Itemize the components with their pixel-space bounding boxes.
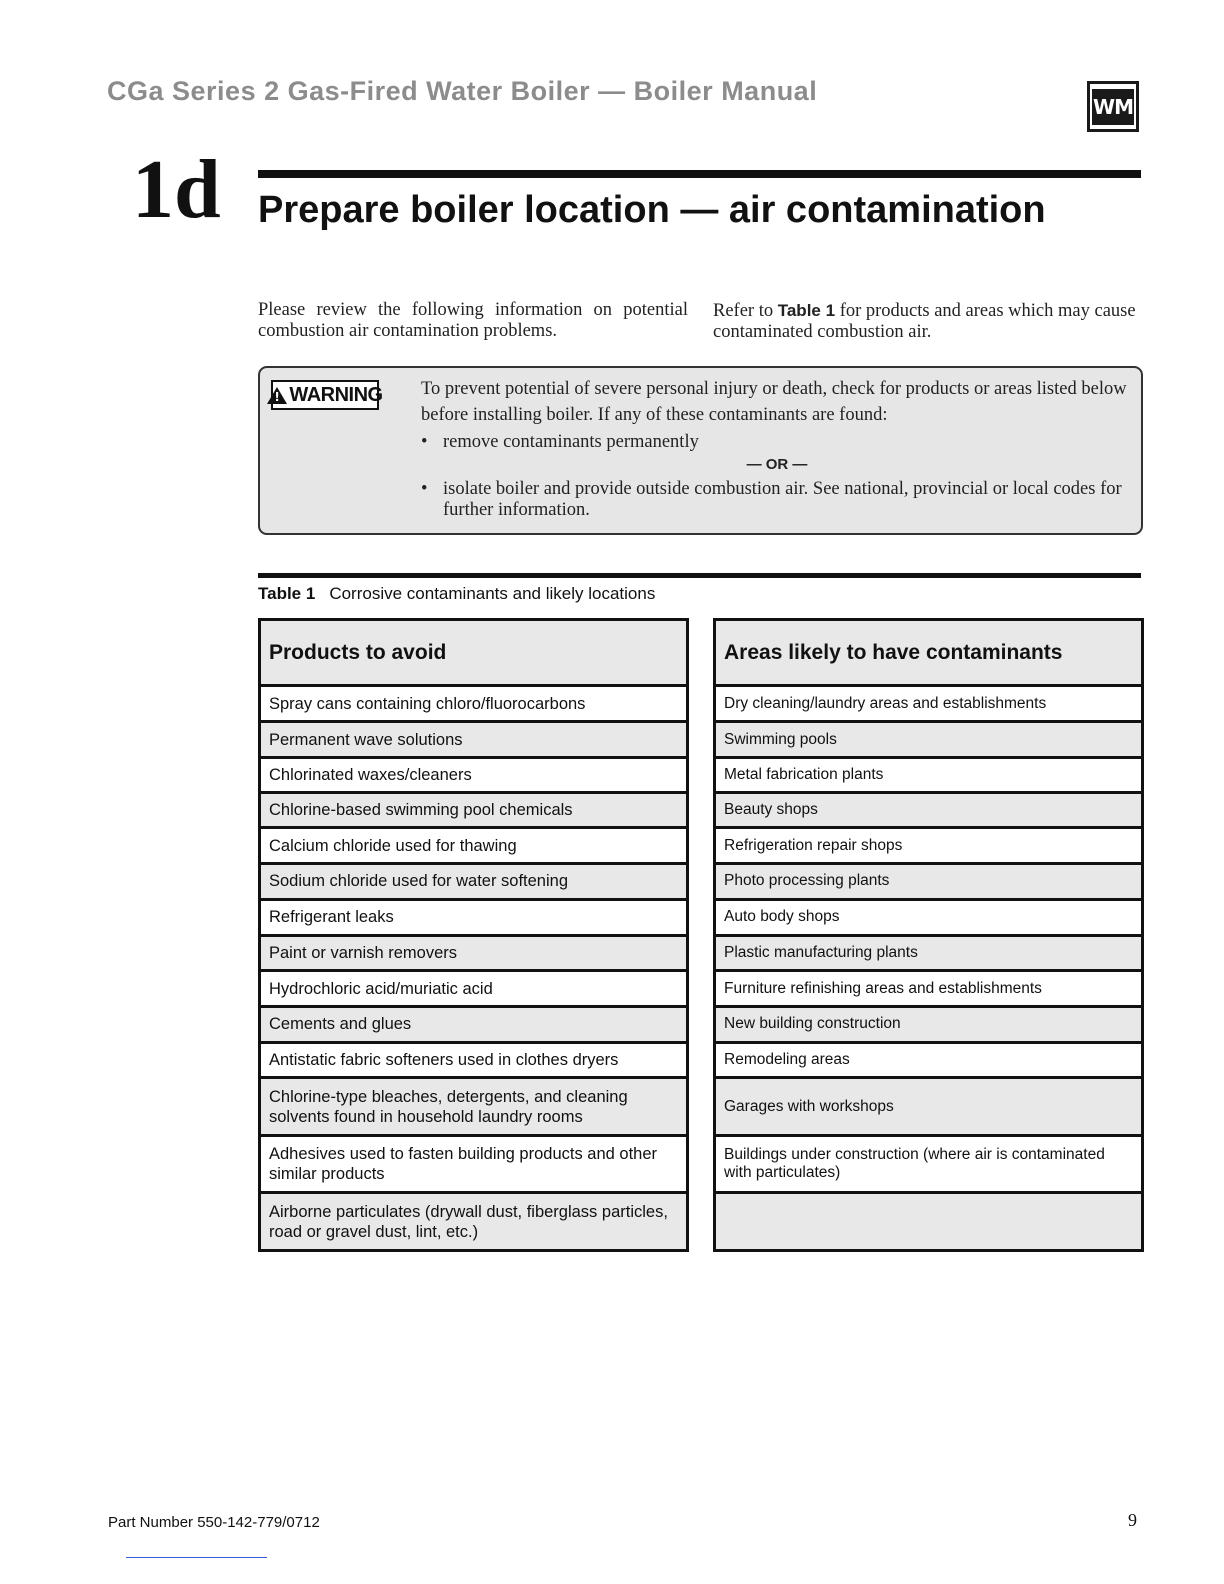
products-table-row: Spray cans containing chloro/fluorocarbons bbox=[261, 687, 686, 720]
warning-box bbox=[258, 366, 1143, 535]
bullet-icon: • bbox=[421, 432, 428, 452]
products-table-row: Cements and glues bbox=[261, 1008, 686, 1041]
intro-right-prefix: Refer to bbox=[713, 301, 778, 321]
products-table-row: Refrigerant leaks bbox=[261, 901, 686, 934]
section-divider bbox=[258, 170, 1141, 178]
products-table-row: Paint or varnish removers bbox=[261, 937, 686, 970]
contaminant-areas-table bbox=[713, 618, 1144, 1252]
section-number: 1d bbox=[132, 143, 221, 236]
table-divider bbox=[258, 573, 1141, 578]
areas-table-row: Beauty shops bbox=[716, 794, 1141, 827]
company-logo bbox=[1087, 81, 1139, 132]
products-table-row: Chlorine-based swimming pool chemicals bbox=[261, 794, 686, 827]
warning-bullet-1-text: remove contaminants permanently bbox=[443, 432, 699, 452]
intro-right-suffix: for products and areas which may cause contaminated combustion air. bbox=[713, 301, 1136, 342]
warning-triangle-icon bbox=[267, 387, 287, 404]
section-title: Prepare boiler location — air contamination bbox=[258, 189, 1046, 231]
table-reference: Table 1 bbox=[777, 301, 836, 320]
intro-left-paragraph: Please review the following information on potential combustion air contamination problems. bbox=[258, 300, 688, 341]
areas-table-row: New building construction bbox=[716, 1008, 1141, 1041]
logo-mark: WM bbox=[1092, 89, 1134, 125]
areas-table-row bbox=[716, 1194, 1141, 1249]
products-table-row: Airborne particulates (drywall dust, fiberglass particles, road or gravel dust, lint, etc.) bbox=[261, 1194, 686, 1249]
footer-page-number: 9 bbox=[1128, 1510, 1137, 1530]
areas-table-row: Swimming pools bbox=[716, 723, 1141, 756]
table-caption-text: Corrosive contaminants and likely locations bbox=[329, 584, 656, 603]
warning-text bbox=[421, 376, 1133, 521]
areas-table-header: Areas likely to have contaminants bbox=[716, 621, 1141, 684]
areas-table-row: Photo processing plants bbox=[716, 865, 1141, 898]
bullet-icon: • bbox=[421, 479, 428, 499]
warning-bullet-2-text: isolate boiler and provide outside combustion air. See national, provincial or local codes for further information. bbox=[443, 479, 1122, 520]
warning-bullet-1 bbox=[421, 432, 1133, 453]
areas-table-row: Plastic manufacturing plants bbox=[716, 937, 1141, 970]
areas-table-row: Refrigeration repair shops bbox=[716, 829, 1141, 862]
intro-right-paragraph bbox=[713, 300, 1143, 343]
document-header-title: CGa Series 2 Gas-Fired Water Boiler — Boiler Manual bbox=[107, 76, 818, 106]
products-table-row: Adhesives used to fasten building products and other similar products bbox=[261, 1137, 686, 1192]
products-table-row: Calcium chloride used for thawing bbox=[261, 829, 686, 862]
warning-or-separator: — OR — bbox=[746, 456, 808, 473]
areas-table-row: Dry cleaning/laundry areas and establishments bbox=[716, 687, 1141, 720]
areas-table-row: Furniture refinishing areas and establishments bbox=[716, 972, 1141, 1005]
products-table-row: Sodium chloride used for water softening bbox=[261, 865, 686, 898]
warning-badge bbox=[271, 380, 383, 410]
warning-bullet-2 bbox=[421, 479, 1133, 521]
products-table-row: Chlorinated waxes/cleaners bbox=[261, 759, 686, 791]
areas-table-row: Auto body shops bbox=[716, 901, 1141, 934]
footer-link-underline bbox=[126, 1557, 267, 1558]
products-to-avoid-table bbox=[258, 618, 689, 1252]
products-table-row: Antistatic fabric softeners used in clothes dryers bbox=[261, 1044, 686, 1077]
footer-part-number: Part Number 550-142-779/0712 bbox=[108, 1514, 320, 1531]
products-table-header: Products to avoid bbox=[261, 621, 686, 684]
warning-statement: To prevent potential of severe personal injury or death, check for products or areas listed below before installing boiler. If any of these contaminants are found: bbox=[421, 379, 1127, 425]
areas-table-row: Garages with workshops bbox=[716, 1079, 1141, 1134]
areas-table-row: Metal fabrication plants bbox=[716, 759, 1141, 791]
table-label: Table 1 bbox=[258, 584, 316, 603]
areas-table-row: Buildings under construction (where air is contaminated with particulates) bbox=[716, 1137, 1141, 1192]
products-table-row: Chlorine-type bleaches, detergents, and cleaning solvents found in household laundry rooms bbox=[261, 1079, 686, 1134]
products-table-row: Hydrochloric acid/muriatic acid bbox=[261, 972, 686, 1005]
products-table-row: Permanent wave solutions bbox=[261, 723, 686, 756]
table-caption bbox=[258, 584, 655, 604]
warning-badge-label: WARNING bbox=[289, 383, 383, 406]
areas-table-row: Remodeling areas bbox=[716, 1044, 1141, 1077]
